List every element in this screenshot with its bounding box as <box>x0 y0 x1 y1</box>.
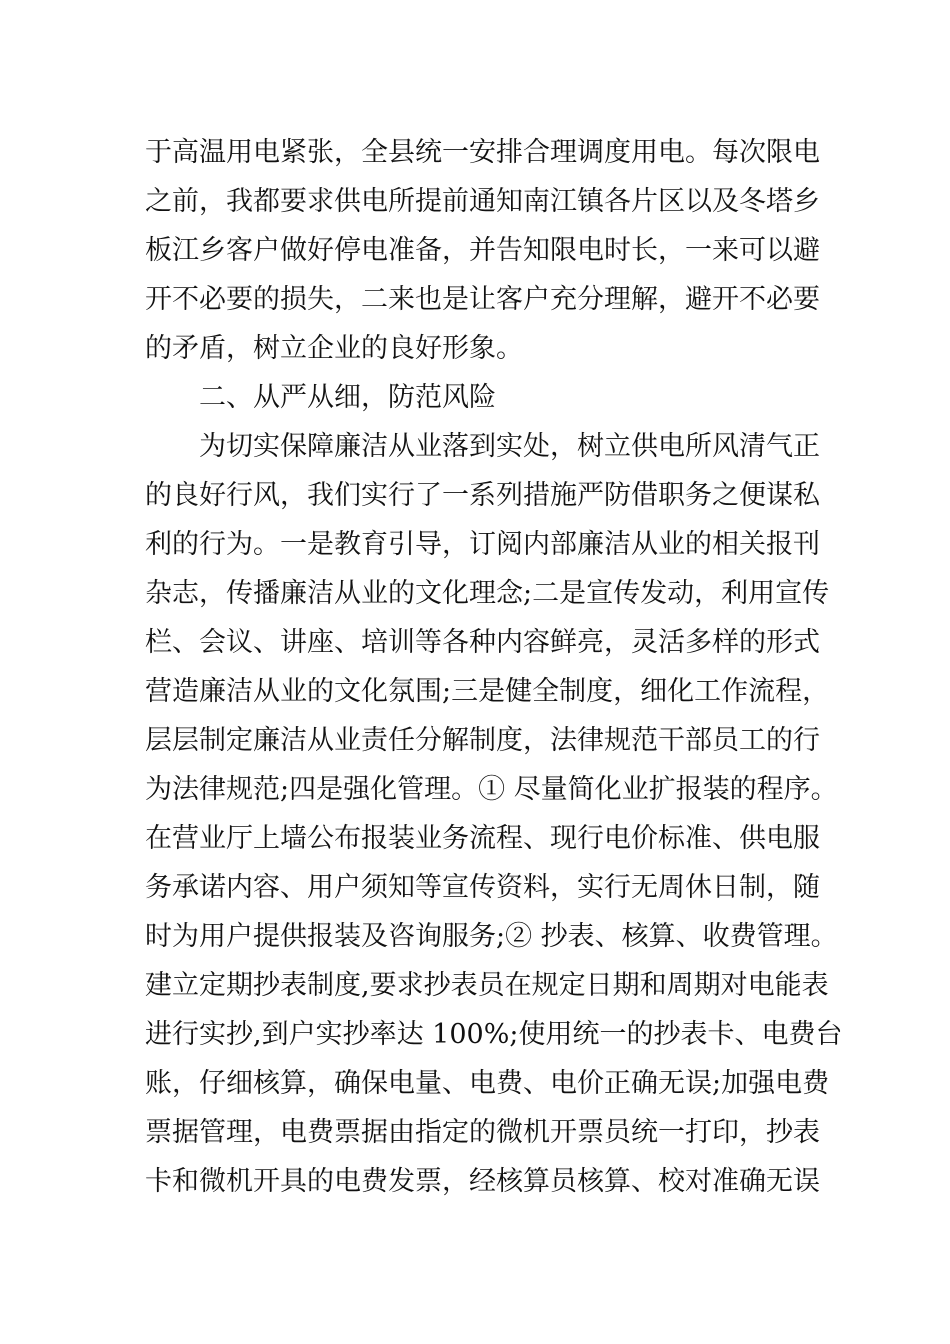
paragraph-line: 建立定期抄表制度,要求抄表员在规定日期和周期对电能表 <box>145 970 829 1001</box>
paragraph-line: 之前，我都要求供电所提前通知南江镇各片区以及冬塔乡 <box>145 186 820 217</box>
paragraph-line: 为切实保障廉洁从业落到实处，树立供电所风清气正 <box>199 431 820 462</box>
paragraph-line: 板江乡客户做好停电准备，并告知限电时长，一来可以避 <box>145 235 820 266</box>
paragraph-line: 的矛盾，树立企业的良好形象。 <box>145 333 523 364</box>
paragraph-line: 务承诺内容、用户须知等宣传资料，实行无周休日制，随 <box>145 872 820 903</box>
paragraph-line: 利的行为。一是教育引导，订阅内部廉洁从业的相关报刊 <box>145 529 820 560</box>
section-heading: 二、从严从细，防范风险 <box>199 382 496 413</box>
paragraph-line: 卡和微机开具的电费发票，经核算员核算、校对准确无误 <box>145 1166 820 1197</box>
body-text <box>145 128 843 1206</box>
paragraph-line: 进行实抄,到户实抄率达 100%;使用统一的抄表卡、电费台 <box>145 1019 843 1050</box>
paragraph-line: 时为用户提供报装及咨询服务;② 抄表、核算、收费管理。 <box>145 921 838 952</box>
paragraph-line: 栏、会议、讲座、培训等各种内容鲜亮，灵活多样的形式 <box>145 627 820 658</box>
paragraph-line: 杂志，传播廉洁从业的文化理念;二是宣传发动，利用宣传 <box>145 578 830 609</box>
paragraph-line: 账，仔细核算，确保电量、电费、电价正确无误;加强电费 <box>145 1068 830 1099</box>
paragraph-line: 营造廉洁从业的文化氛围;三是健全制度，细化工作流程， <box>145 676 830 707</box>
paragraph-line: 于高温用电紧张，全县统一安排合理调度用电。每次限电 <box>145 137 820 168</box>
paragraph-line: 为法律规范;四是强化管理。① 尽量简化业扩报装的程序。 <box>145 774 838 805</box>
paragraph-line: 在营业厅上墙公布报装业务流程、现行电价标准、供电服 <box>145 823 820 854</box>
paragraph-line: 的良好行风，我们实行了一系列措施严防借职务之便谋私 <box>145 480 820 511</box>
paragraph-line: 票据管理，电费票据由指定的微机开票员统一打印，抄表 <box>145 1117 820 1148</box>
paragraph-line: 层层制定廉洁从业责任分解制度，法律规范干部员工的行 <box>145 725 820 756</box>
paragraph-line: 开不必要的损失，二来也是让客户充分理解，避开不必要 <box>145 284 820 315</box>
